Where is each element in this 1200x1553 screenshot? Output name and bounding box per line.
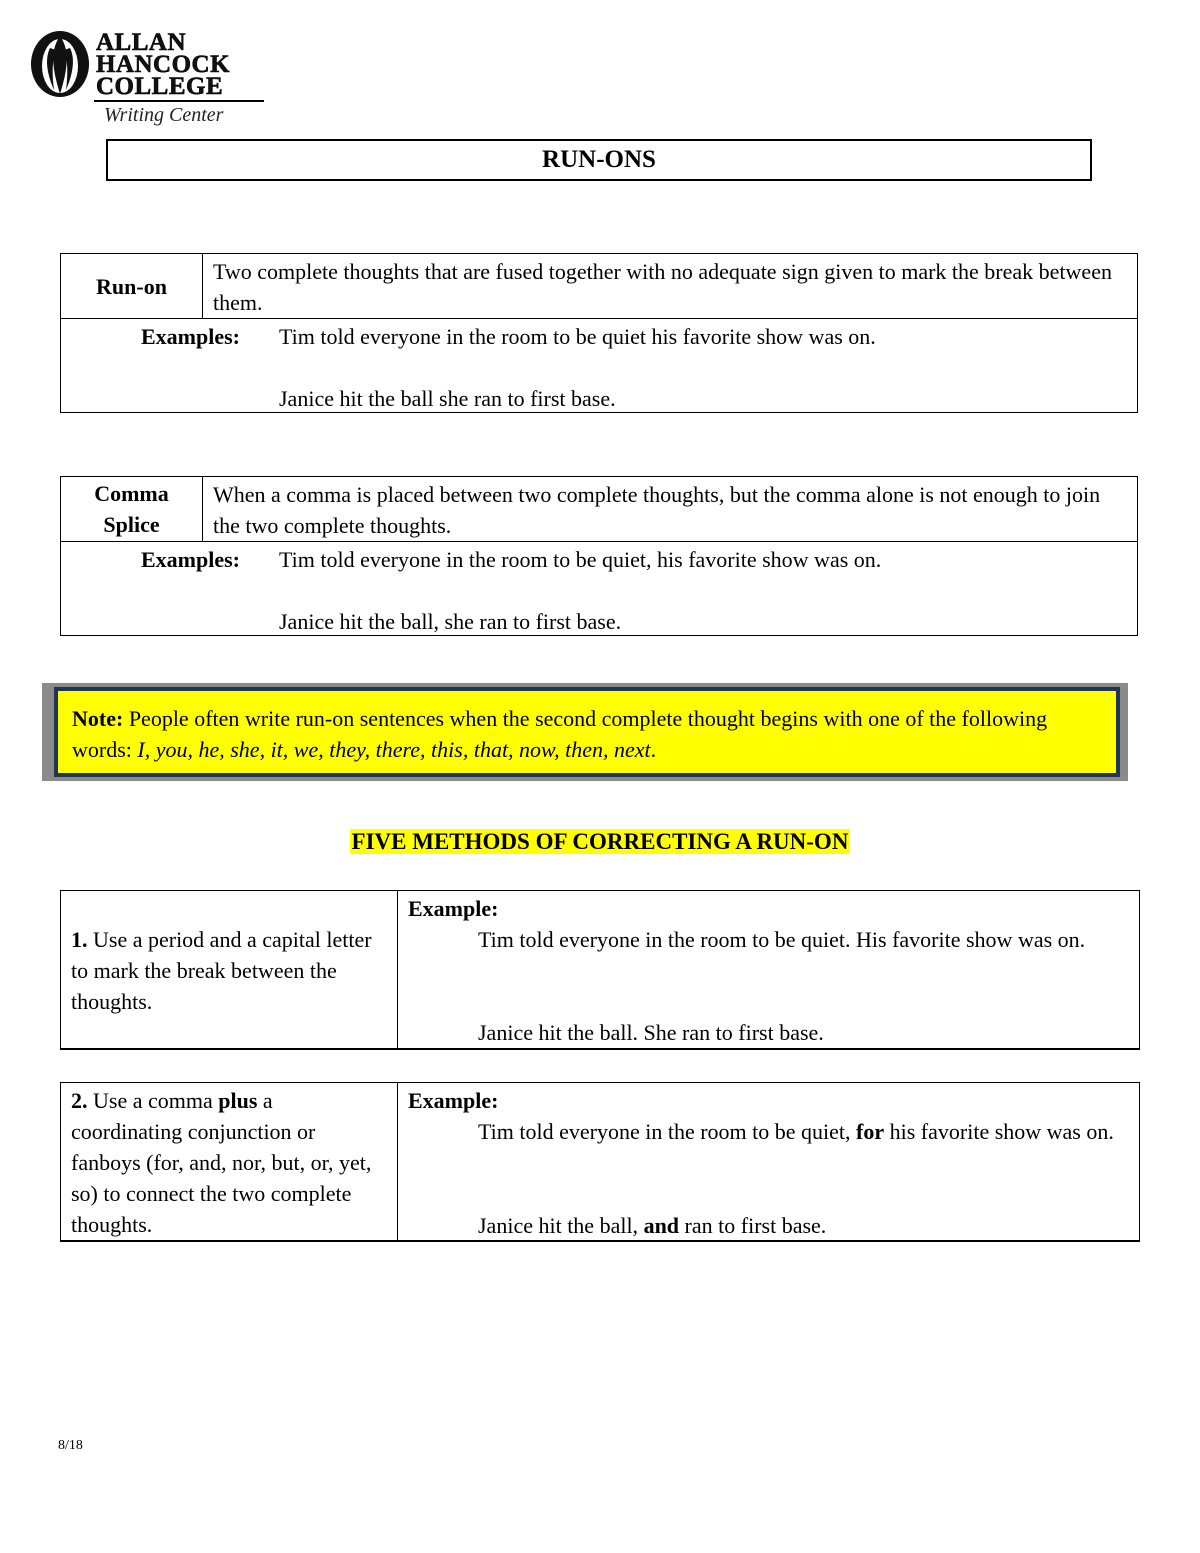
method-example (398, 1083, 1139, 1240)
method-description (61, 1083, 398, 1240)
example-sentence: Janice hit the ball, she ran to first base. (279, 609, 622, 634)
method-example (398, 891, 1139, 1048)
sentence-part: Tim told everyone in the room to be quiet, (478, 1119, 857, 1144)
page-date-footer: 8/18 (58, 1438, 83, 1453)
sentence-part: ran to first base. (679, 1213, 827, 1238)
note-word-list: I, you, he, she, it, we, they, there, this, that, now, then, next (137, 737, 651, 762)
logo-line-hancock: HANCOCK (96, 51, 231, 78)
sentence-part: Janice hit the ball, (478, 1213, 644, 1238)
example-sentence (478, 1116, 1129, 1147)
examples-label: Examples: (141, 324, 240, 349)
example-sentence: Tim told everyone in the room to be quiet, his favorite show was on. (279, 547, 882, 572)
note-label: Note: (72, 706, 124, 731)
definition-row (61, 254, 1137, 319)
method-number: 2. (71, 1088, 88, 1113)
definition-term: Run-on (61, 254, 203, 318)
page-title: RUN-ONS (106, 139, 1092, 181)
examples-label: Examples: (141, 547, 240, 572)
example-sentence: Tim told everyone in the room to be quiet his favorite show was on. (279, 324, 876, 349)
definition-description: Two complete thoughts that are fused together with no adequate sign given to mark the break between them. (213, 259, 1112, 315)
college-logo (28, 28, 268, 124)
examples-row (61, 542, 1137, 635)
method-text: a coordinating conjunction or fanboys (for, and, nor, but, or, yet, so) to connect the two complete thoughts. (71, 1088, 372, 1237)
example-sentence: Tim told everyone in the room to be quiet. His favorite show was on. (478, 927, 1086, 952)
term-line: Comma (94, 481, 169, 506)
flame-emblem-icon (28, 28, 92, 100)
method-table-1 (60, 890, 1140, 1050)
method-emphasis: plus (218, 1088, 258, 1113)
note-box (54, 687, 1120, 777)
logo-subtitle: Writing Center (104, 104, 224, 126)
methods-heading (0, 829, 1200, 855)
example-label: Example: (408, 1088, 499, 1113)
logo-divider (94, 100, 264, 102)
definition-table-run-on (60, 253, 1138, 413)
term-line: Splice (103, 512, 160, 537)
example-sentence: Janice hit the ball. She ran to first base. (478, 1020, 824, 1045)
conjunction-bold: and (643, 1213, 680, 1238)
method-table-2 (60, 1082, 1140, 1242)
note-end: . (650, 737, 657, 762)
definition-description: When a comma is placed between two complete thoughts, but the comma alone is not enough to join the two complete thoughts. (213, 482, 1101, 538)
conjunction-bold: for (856, 1119, 885, 1144)
example-sentence (478, 1210, 1129, 1241)
methods-heading-text: FIVE METHODS OF CORRECTING A RUN-ON (351, 829, 849, 854)
examples-row (61, 319, 1137, 412)
definition-table-comma-splice (60, 476, 1138, 636)
definition-row (61, 477, 1137, 542)
logo-line-allan: ALLAN (96, 29, 187, 56)
method-text: Use a comma (87, 1088, 219, 1113)
note-text: People often write run-on sentences when the second complete thought begins with one of the following words: (72, 706, 1048, 762)
example-sentence: Janice hit the ball she ran to first base. (279, 386, 616, 411)
sentence-part: his favorite show was on. (884, 1119, 1114, 1144)
example-label: Example: (408, 896, 499, 921)
method-description (61, 891, 398, 1048)
logo-line-college: COLLEGE (96, 73, 224, 100)
definition-term (61, 477, 203, 541)
method-number: 1. (71, 927, 88, 952)
method-text: Use a period and a capital letter to mark the break between the thoughts. (71, 927, 372, 1014)
